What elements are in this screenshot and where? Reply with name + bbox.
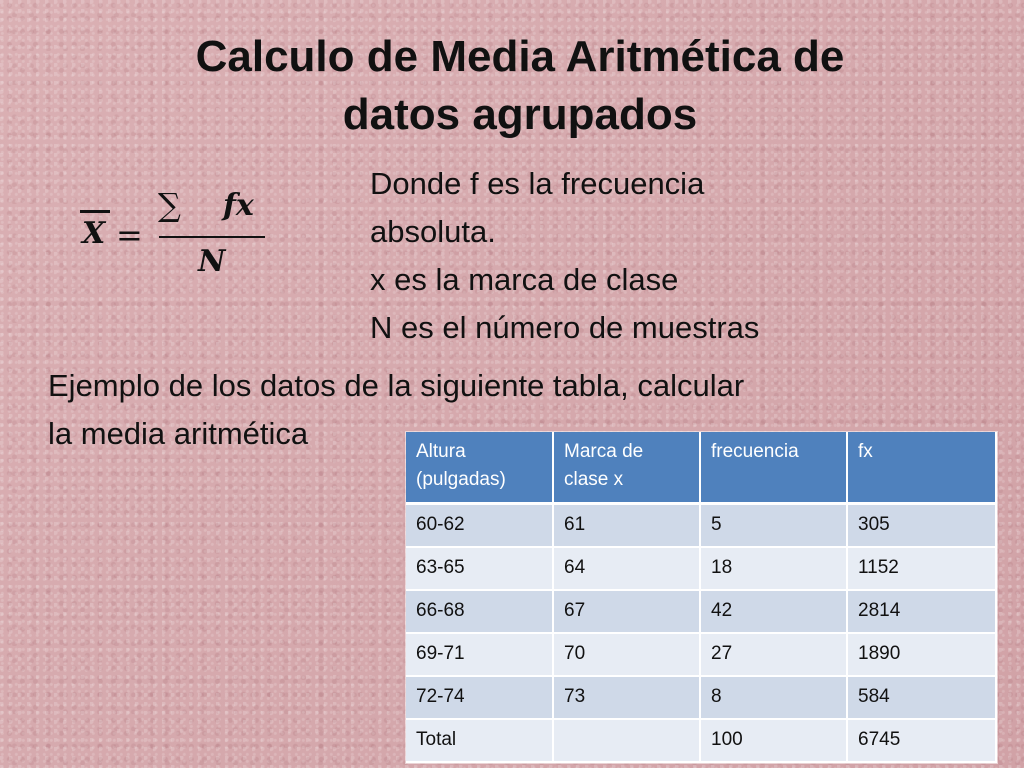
table-cell: 66-68 xyxy=(406,590,553,633)
description-line-4: N es el número de muestras xyxy=(370,310,760,345)
formula-sum-symbol: ∑ xyxy=(158,186,181,224)
header-fx: fx xyxy=(847,432,996,504)
table-cell: 63-65 xyxy=(406,547,553,590)
table-header-row xyxy=(406,432,996,504)
title-line-1: Calculo de Media Aritmética de xyxy=(195,32,845,81)
description-line-2: absoluta. xyxy=(370,214,496,249)
formula-xbar: X xyxy=(82,216,106,251)
slide-title xyxy=(120,28,920,144)
table-cell: 60-62 xyxy=(406,504,553,548)
table-cell: 72-74 xyxy=(406,676,553,719)
table-row xyxy=(406,676,996,719)
description-line-1: Donde f es la frecuencia xyxy=(370,166,705,201)
formula-denominator: N xyxy=(198,244,226,279)
table-cell: 61 xyxy=(553,504,700,548)
table-cell: 27 xyxy=(700,633,847,676)
mean-formula xyxy=(78,182,278,292)
table-row xyxy=(406,633,996,676)
table-cell xyxy=(553,719,700,762)
table-cell: 100 xyxy=(700,719,847,762)
formula-numerator: 𝒇𝒙 xyxy=(223,188,254,223)
description-line-3: x es la marca de clase xyxy=(370,262,679,297)
table-row xyxy=(406,504,996,548)
table-cell: 18 xyxy=(700,547,847,590)
table-cell: Total xyxy=(406,719,553,762)
table-cell: 6745 xyxy=(847,719,996,762)
header-frecuencia: frecuencia xyxy=(700,432,847,504)
table-row xyxy=(406,547,996,590)
title-line-2: datos agrupados xyxy=(342,90,698,139)
table-cell: 305 xyxy=(847,504,996,548)
grouped-data-table xyxy=(406,432,997,763)
table-cell: 5 xyxy=(700,504,847,548)
formula-description xyxy=(370,160,930,352)
table-row xyxy=(406,590,996,633)
table-cell: 1152 xyxy=(847,547,996,590)
formula-fraction-line xyxy=(159,236,265,238)
table-cell: 1890 xyxy=(847,633,996,676)
table-cell: 42 xyxy=(700,590,847,633)
table-cell: 73 xyxy=(553,676,700,719)
table-cell: 2814 xyxy=(847,590,996,633)
table-cell: 64 xyxy=(553,547,700,590)
table-cell: 8 xyxy=(700,676,847,719)
header-marca-de-clase: Marca de clase x xyxy=(553,432,700,504)
table-cell: 584 xyxy=(847,676,996,719)
example-line-1: Ejemplo de los datos de la siguiente tabla, calcular xyxy=(48,368,745,403)
example-line-2: la media aritmética xyxy=(48,416,309,451)
table-total-row xyxy=(406,719,996,762)
table-cell: 67 xyxy=(553,590,700,633)
table-cell: 70 xyxy=(553,633,700,676)
formula-equals: = xyxy=(116,216,143,254)
header-altura: Altura (pulgadas) xyxy=(406,432,553,504)
table-cell: 69-71 xyxy=(406,633,553,676)
